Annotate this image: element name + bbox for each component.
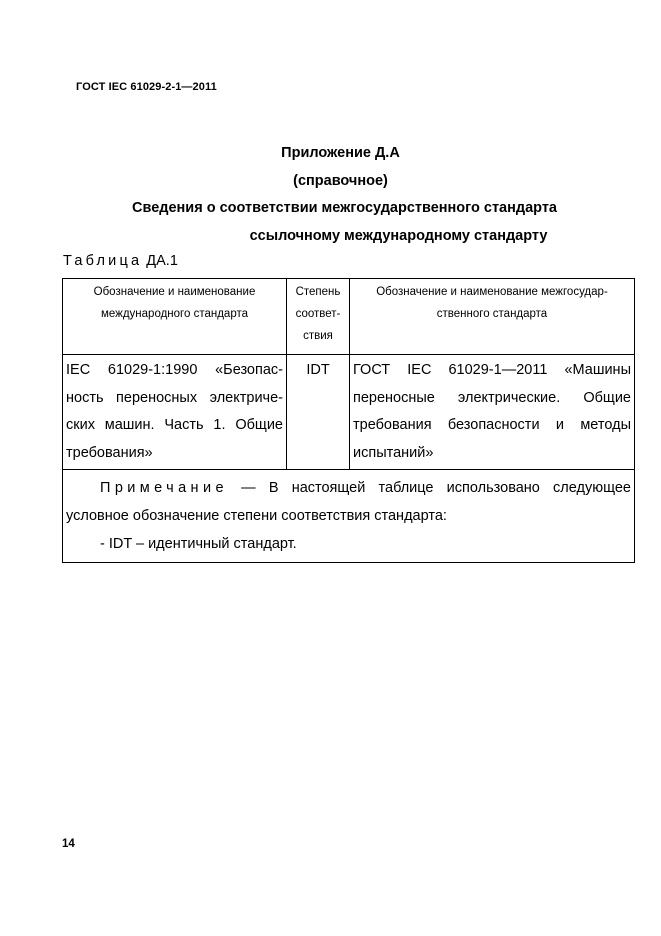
document-code: ГОСТ IEC 61029-2-1—2011: [76, 81, 217, 93]
header-intl-line2: международного стандарта: [100, 308, 249, 320]
table-note-row: [63, 470, 635, 563]
table-row: [63, 355, 635, 470]
correspondence-table: [62, 278, 635, 563]
header-degree: [287, 279, 350, 355]
cell-intl-line2: ность переносных электриче-: [66, 389, 283, 406]
table-caption-word: Таблица: [63, 253, 143, 269]
appendix-subtitle: (справочное): [293, 173, 388, 189]
header-national-line1: Обозначение и наименование межгосудар-: [376, 286, 608, 298]
note-line1: [66, 474, 631, 502]
note-line1-text: — В настоящей таблице использовано следующее: [241, 480, 631, 496]
cell-national-line4: испытаний»: [353, 444, 434, 461]
table-caption: [63, 253, 178, 269]
cell-national-line1: ГОСТ IEC 61029-1—2011 «Машины: [353, 362, 631, 378]
appendix-heading-line2: ссылочному международному стандарту: [249, 228, 548, 244]
note-line3-wrap: [66, 530, 631, 558]
header-intl-line1: Обозначение и наименование: [93, 286, 256, 298]
cell-national-standard: [350, 355, 635, 470]
note-label: Примечание: [100, 480, 228, 496]
header-intl-standard: [63, 279, 287, 355]
table-header-row: [63, 279, 635, 355]
cell-intl-line1: IEC 61029-1:1990 «Безопас-: [66, 362, 283, 378]
note-line3: - IDT – идентичный стандарт.: [100, 536, 297, 552]
cell-intl-line4: требования»: [66, 444, 153, 461]
cell-national-line3: требования безопасности и методы: [353, 417, 631, 433]
table-note: [63, 470, 635, 563]
note-line2: условное обозначение степени соответствия стандарта:: [66, 508, 447, 524]
table-caption-number: ДА.1: [146, 253, 178, 269]
header-degree-line2: соответ-: [295, 308, 341, 320]
cell-degree: IDT: [287, 355, 350, 470]
cell-national-line2: переносные электрические. Общие: [353, 389, 631, 406]
appendix-heading-line1: Сведения о соответствии межгосударственного стандарта: [132, 200, 557, 216]
cell-intl-standard: [63, 355, 287, 470]
header-degree-line3: ствия: [303, 330, 333, 342]
cell-intl-line3: ских машин. Часть 1. Общие: [66, 417, 283, 433]
appendix-title: Приложение Д.А: [281, 145, 400, 161]
page-number: 14: [62, 838, 75, 850]
header-degree-line1: Степень: [295, 286, 341, 298]
header-national-standard: [350, 279, 635, 355]
header-national-line2: ственного стандарта: [436, 308, 548, 320]
